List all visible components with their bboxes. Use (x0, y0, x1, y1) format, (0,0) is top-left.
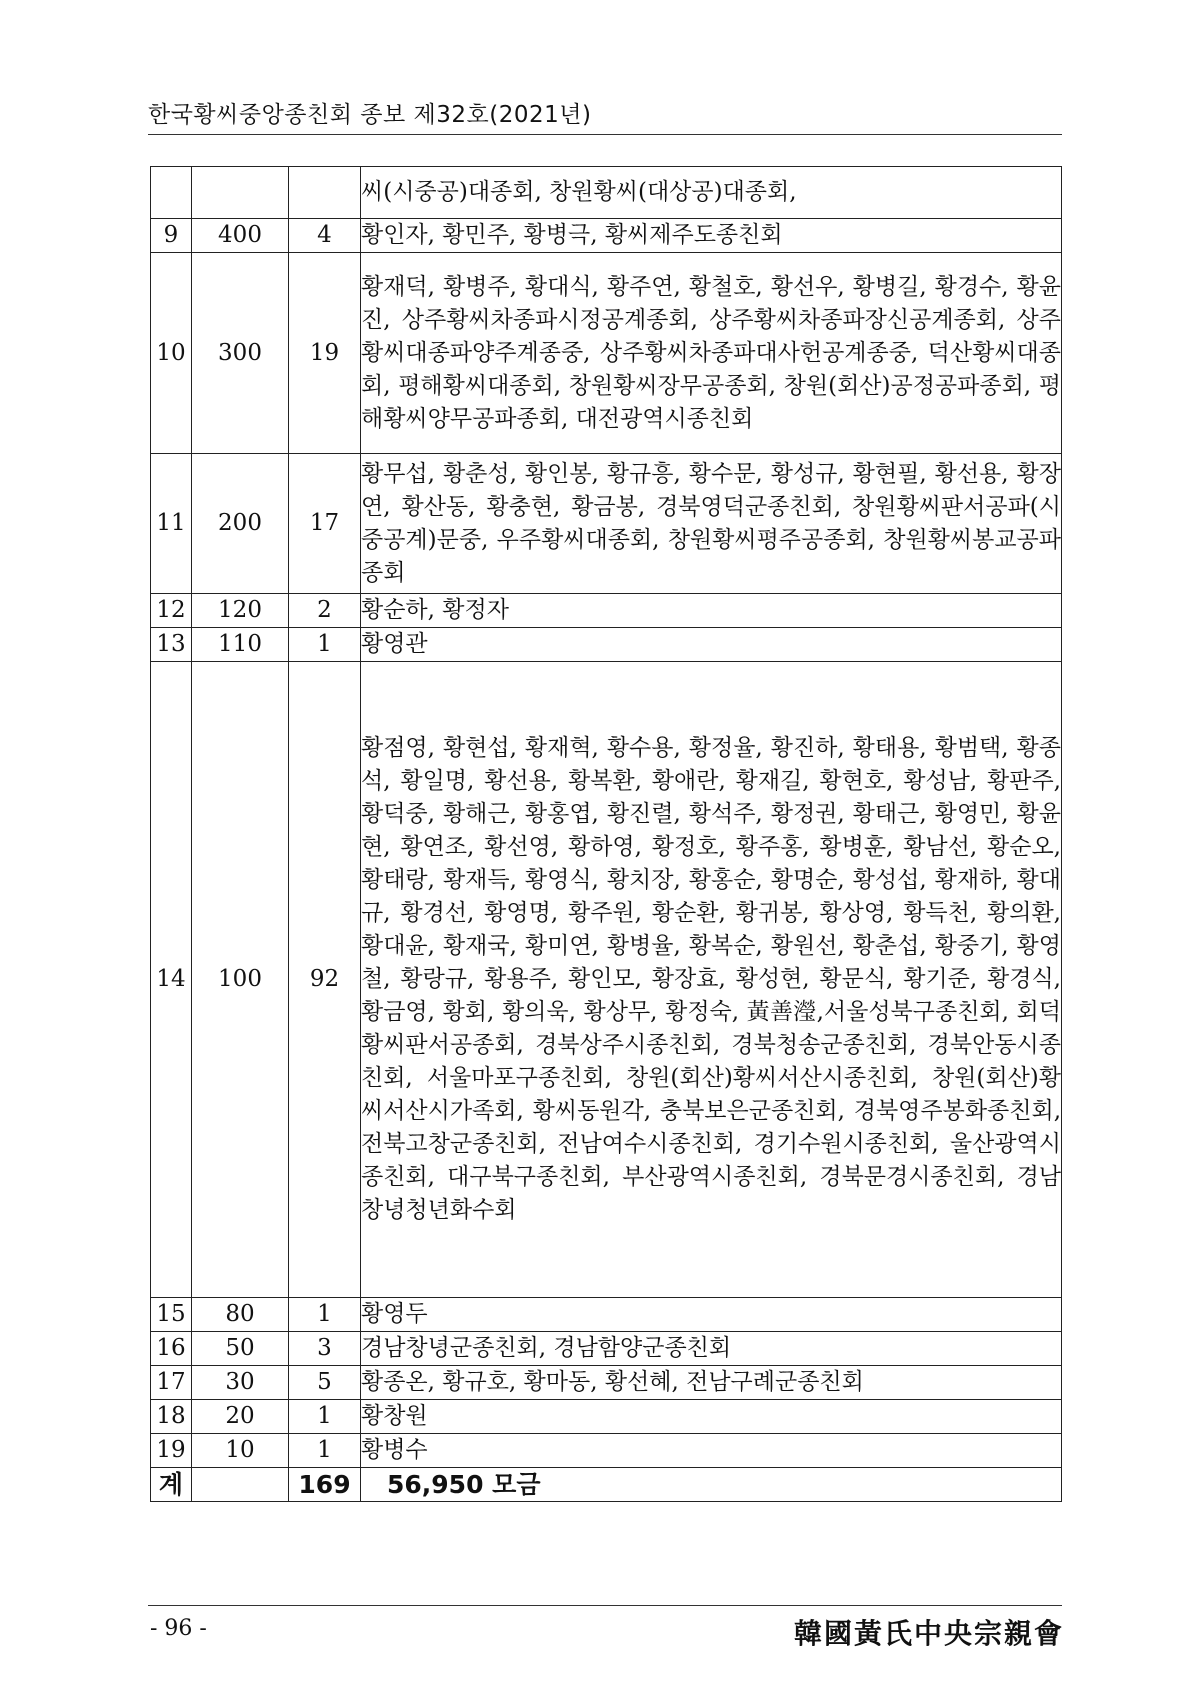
table-row (151, 219, 1062, 253)
donor-names-cell: 씨(시중공)대종회, 창원황씨(대상공)대종회, (361, 167, 1062, 219)
amount-cell: 50 (192, 1332, 289, 1366)
count-cell: 17 (289, 454, 361, 594)
count-cell: 2 (289, 594, 361, 628)
donor-names-cell: 황영두 (361, 1298, 1062, 1332)
header-divider (148, 134, 1062, 135)
rank-cell: 12 (151, 594, 192, 628)
rank-cell: 18 (151, 1400, 192, 1434)
amount-cell: 10 (192, 1434, 289, 1468)
rank-cell: 11 (151, 454, 192, 594)
donor-names-cell: 황인자, 황민주, 황병극, 황씨제주도종친회 (361, 219, 1062, 253)
count-cell (289, 167, 361, 219)
donor-names-cell: 황점영, 황현섭, 황재혁, 황수용, 황정율, 황진하, 황태용, 황범택, 황종석, 황일명, 황선용, 황복환, 황애란, 황재길, 황현호, 황성남, 황판주, 황덕중, 황해근, 황홍엽, 황진렬, 황석주, 황정권, 황태근, 황영민, 황윤현, 황연조, 황선영, 황하영, 황정호, 황주홍, 황병훈, 황남선, 황순오, 황태랑, 황재득, 황영식, 황치장, 황홍순, 황명순, 황성섭, 황재하, 황대규, 황경선, 황영명, 황주원, 황순환, 황귀봉, 황상영, 황득천, 황의환, 황대윤, 황재국, 황미연, 황병율, 황복순, 황원선, 황춘섭, 황중기, 황영철, 황랑규, 황용주, 황인모, 황장효, 황성현, 황문식, 황기준, 황경식, 황금영, 황회, 황의욱, 황상무, 황정숙, 黃善瀅,서울성북구종친회, 회덕황씨판서공종회, 경북상주시종친회, 경북청송군종친회, 경북안동시종친회, 서울마포구종친회, 창원(회산)황씨서산시종친회, 창원(회산)황씨서산시가족회, 황씨동원각, 충북보은군종친회, 경북영주봉화종친회, 전북고창군종친회, 전남여수시종친회, 경기수원시종친회, 울산광역시종친회, 대구북구종친회, 부산광역시종친회, 경북문경시종친회, 경남창녕청년화수회 (361, 662, 1062, 1298)
rank-cell: 13 (151, 628, 192, 662)
page-number: - 96 - (150, 1616, 207, 1641)
total-label: 계 (151, 1468, 192, 1502)
donor-names-cell: 황재덕, 황병주, 황대식, 황주연, 황철호, 황선우, 황병길, 황경수, 황윤진, 상주황씨차종파시정공계종회, 상주황씨차종파장신공계종회, 상주황씨대종파양주계종중, 상주황씨차종파대사헌공계종중, 덕산황씨대종회, 평해황씨대종회, 창원황씨장무공종회, 창원(회산)공정공파종회, 평해황씨양무공파종회, 대전광역시종친회 (361, 253, 1062, 454)
total-summary: 56,950 모금 (361, 1468, 1062, 1502)
rank-cell: 15 (151, 1298, 192, 1332)
table-row (151, 628, 1062, 662)
page-header-title: 한국황씨중앙종친회 종보 제32호(2021년) (148, 102, 592, 128)
table-row (151, 594, 1062, 628)
rank-cell: 14 (151, 662, 192, 1298)
total-count: 169 (289, 1468, 361, 1502)
table-row (151, 1298, 1062, 1332)
count-cell: 1 (289, 628, 361, 662)
count-cell: 1 (289, 1400, 361, 1434)
amount-cell (192, 167, 289, 219)
table-row (151, 253, 1062, 454)
rank-cell: 9 (151, 219, 192, 253)
count-cell: 1 (289, 1434, 361, 1468)
count-cell: 19 (289, 253, 361, 454)
donor-names-cell: 황무섭, 황춘성, 황인봉, 황규흥, 황수문, 황성규, 황현필, 황선용, 황장연, 황산동, 황충현, 황금봉, 경북영덕군종친회, 창원황씨판서공파(시중공계)문중, 우주황씨대종회, 창원황씨평주공종회, 창원황씨봉교공파종회 (361, 454, 1062, 594)
donation-table-body (151, 167, 1062, 1502)
amount-cell: 300 (192, 253, 289, 454)
amount-cell: 80 (192, 1298, 289, 1332)
table-row (151, 1434, 1062, 1468)
donor-names-cell: 경남창녕군종친회, 경남함양군종친회 (361, 1332, 1062, 1366)
table-row (151, 1400, 1062, 1434)
footer-divider (148, 1605, 1062, 1606)
donor-names-cell: 황병수 (361, 1434, 1062, 1468)
count-cell: 1 (289, 1298, 361, 1332)
total-row (151, 1468, 1062, 1502)
rank-cell: 19 (151, 1434, 192, 1468)
donation-table (150, 166, 1062, 1502)
donor-names-cell: 황창원 (361, 1400, 1062, 1434)
table-row (151, 1366, 1062, 1400)
rank-cell (151, 167, 192, 219)
donor-names-cell: 황영관 (361, 628, 1062, 662)
donor-names-cell: 황순하, 황정자 (361, 594, 1062, 628)
amount-cell: 110 (192, 628, 289, 662)
amount-cell: 400 (192, 219, 289, 253)
table-row (151, 1332, 1062, 1366)
amount-cell: 200 (192, 454, 289, 594)
donor-names-cell: 황종온, 황규호, 황마동, 황선혜, 전남구례군종친회 (361, 1366, 1062, 1400)
amount-cell: 100 (192, 662, 289, 1298)
count-cell: 92 (289, 662, 361, 1298)
table-row (151, 167, 1062, 219)
rank-cell: 10 (151, 253, 192, 454)
amount-cell: 120 (192, 594, 289, 628)
count-cell: 5 (289, 1366, 361, 1400)
count-cell: 4 (289, 219, 361, 253)
rank-cell: 16 (151, 1332, 192, 1366)
table-row (151, 662, 1062, 1298)
total-amount-cell (192, 1468, 289, 1502)
table-row (151, 454, 1062, 594)
amount-cell: 30 (192, 1366, 289, 1400)
organization-logo: 韓國黃氏中央宗親會 (793, 1617, 1064, 1650)
rank-cell: 17 (151, 1366, 192, 1400)
count-cell: 3 (289, 1332, 361, 1366)
amount-cell: 20 (192, 1400, 289, 1434)
